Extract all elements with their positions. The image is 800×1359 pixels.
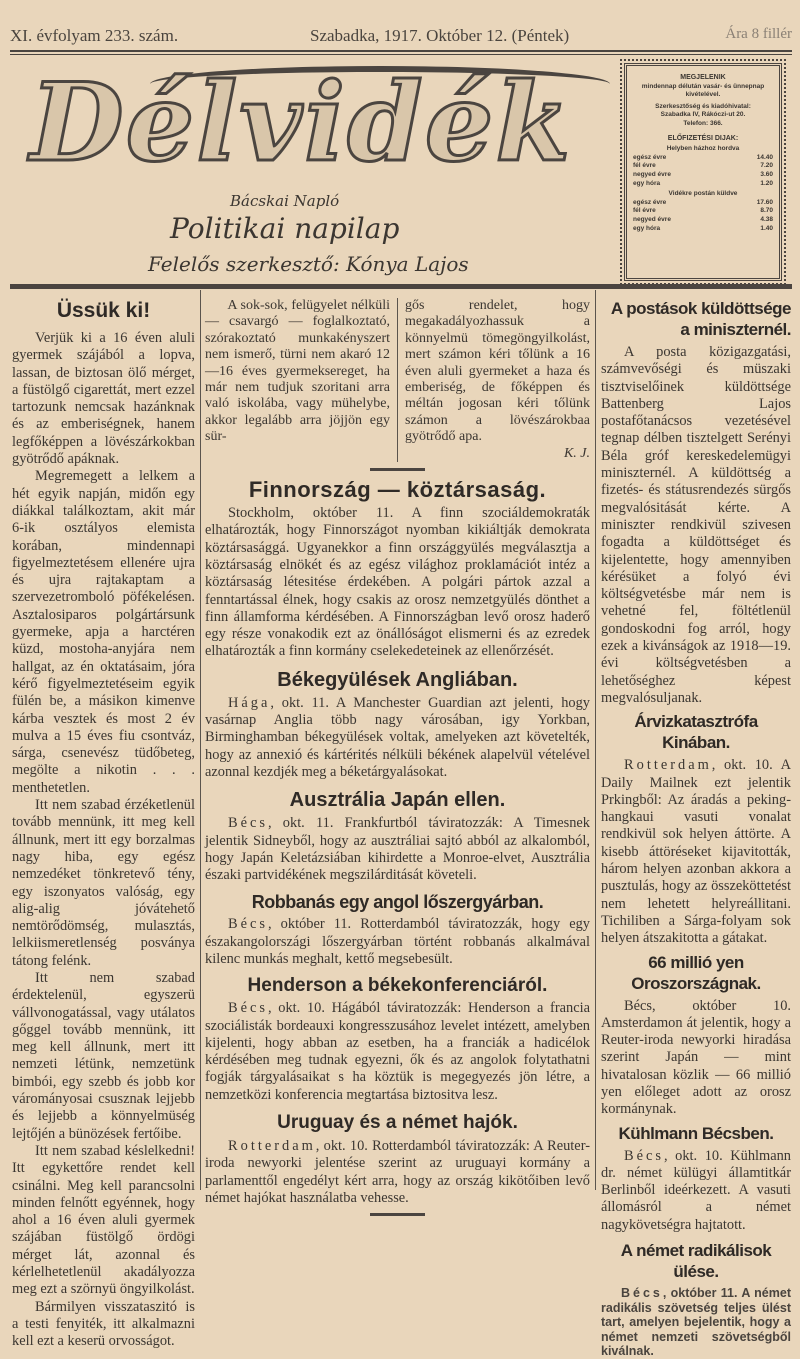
box-office-label: Szerkesztőség és kiadóhivatal: — [655, 102, 751, 110]
right-column — [601, 298, 791, 1359]
price-value: 7.20 — [760, 162, 773, 170]
box-schedule: mindennap délután vasár- és ünnepnap kivételével. — [641, 82, 765, 99]
lead-continuation-1 — [205, 298, 390, 462]
dateline: Rotterdam — [624, 757, 712, 774]
box-post-title: Vidékre postán küldve — [668, 190, 738, 198]
price-row — [633, 154, 773, 163]
price-label: egy hóra — [633, 224, 661, 232]
article-title: Uruguay és a német hajók. — [277, 1112, 518, 1134]
box-phone: Telefon: 366. — [683, 119, 723, 127]
column-rule — [595, 290, 596, 1190]
separator — [370, 468, 425, 471]
masthead-subtitle: Bácskai Napló — [230, 192, 340, 210]
masthead-tagline: Politikai napilap — [170, 212, 400, 245]
article-text: Bécs, október 10. Amsterdamon át jelentik, hogy a Reuter-iroda newyorki hiradása szerint Japán — mint hivatalosan közlik — 66 millió yen előleget adott az orosz kormánynak. — [601, 997, 791, 1118]
article-body: , okt. 10. A Daily Mailnek ezt jelentik Prkingből: Az áradás a peking-hangkaui vasuti vonalat rendkivül sok helyen áttörte. A kisebb áttöréseket kijavitották, három helyen azonban akkora a pusztulás, hogy az összeköttetést nem lehetett helyreállitani. Tichiliben a Sárga-folyam sok helyen átszakitotta a gátakat. — [601, 757, 791, 947]
paragraph: Megremegett a lelkem a hét egyik napján, midőn egy diákkal találkoztam, akit már 6-ik osztályos elemista korában, mindennapi figyelmeztetésem ellenére ujra és ujra rajtakaptam a szervezetromboló pöfékelésen. Asztalosiparos polgártársunk gyermeke, apja a harctéren küzd, mostoha-anyjára nem hallgat, az én oktatásaim, jóra kérő figyelmeztetéseim egyik fülén be, a másikon kimenve kárba vesztek és most 2 év mulva a 15 éves fiu csontváz, sárga, csenevész tüdőbeteg, megölte a nikotin . . . menthetetlen. — [12, 468, 195, 796]
paragraph: Itt nem szabad érzéketlenül tovább mennünk, itt meg kell állnunk, mert itt egy borzalmas nagy hiba, egy egész nemzedéket tönkretevő tény, egy iszonyatos valóság, egy alig-alig jóvátehető nemtörődömség, mulasztás, lelkiismeretlenség posványa tátong felénk. — [12, 797, 195, 969]
article-body: , okt. 10. Kühlmann dr. német külügyi államtitkár Berlinből ideérkezett. A vasuti állomásról a német nagykövetségra hajtatott. — [601, 1147, 791, 1233]
article-title: Robbanás egy angol lőszergyárban. — [251, 892, 544, 913]
price-label: negyed évre — [633, 215, 671, 223]
box-title: MEGJELENIK — [680, 74, 726, 81]
price-row — [633, 171, 773, 180]
price-row — [633, 225, 773, 234]
article-text — [205, 1000, 590, 1104]
article-title: Ausztrália Japán ellen. — [289, 789, 506, 812]
paragraph: Bármilyen visszataszitó is a testi fenyiték, itt alkalmazni kell ezt a keserü orvosságot. — [12, 1298, 195, 1350]
article-title: Kühlmann Bécsben. — [618, 1123, 774, 1143]
header-rule — [10, 50, 792, 55]
lead-article — [12, 296, 195, 1351]
paragraph: A sok-sok, felügyelet nélküli — csavargó — foglalkoztató, szórakoztató munkakényszert nem ismerő, türni nem akaró 12—16 éves gyermeksereget, ha már nem tudjuk szoritani arra való iskolába, vagy mühelybe, akkor legalább arra jöjjön egy sür- — [205, 298, 390, 445]
issue-date: Szabadka, 1917. Október 12. (Péntek) — [310, 26, 570, 45]
issue-header — [10, 26, 792, 48]
issue-number: XI. évfolyam 233. szám. — [10, 26, 179, 45]
price-label: fél évre — [633, 162, 656, 170]
price-row — [633, 216, 773, 225]
separator — [370, 1213, 425, 1216]
article-text: A posta közigazgatási, számvevőségi és müszaki tisztviselőinek küldöttsége Battenberg Lajos postafőtanácsos vezetésével tegnap délben tisztelgett Serényi Béla gróf kereskedelemügyi miniszternél. A küldöttség a fizetés- és státusrendezés sürgős megvalósitását kérte. A miniszter rendkivül szivesen fogadta a küldöttséget és kijelentette, hogy amennyiben kérésüket a folyó évi költségvetésbe már nem is vehetné fel, föltétlenül gondoskodni fog arról, hogy ezek a kivánságok az 1918—19. évi költségvetésben a lehetőséghez képest megvalósuljanak. — [601, 344, 791, 706]
article-text — [601, 1286, 791, 1359]
paragraph: Itt nem szabad érdektelenül, egyszerü vállvonogatással, vagy utálatos gőggel tovább mennünk, itt meg kell állnunk, mert itt nemzeti létünk, nemzetünk bimbói, egy szebb és jobb kor várományosai csusznak lejjebb és lejjebb a könnyelmüség lejtőjén a bünözések fertőibe. — [12, 969, 195, 1142]
price-row — [633, 162, 773, 171]
masthead-rule — [10, 284, 792, 289]
article-title: A német radikálisok ülése. — [620, 1241, 772, 1282]
dateline: Bécs — [621, 1286, 663, 1301]
lead-title: Üssük ki! — [56, 299, 151, 322]
article-title: 66 millió yen Oroszországnak. — [631, 952, 761, 993]
price-label: egész évre — [633, 153, 667, 161]
article-body: , október 11. A német radikális szövetség teljes ülést tart, amelyen bejelentik, hogy a német nemzeti szövetségből kiválnak. — [601, 1286, 791, 1359]
article-body: , okt. 11. A Manchester Guardian azt jelenti, hogy vasárnap Anglia több nagy városában, igy Yorkban, Birminghamban békegyülések voltak, amelyeken azt követelték, hogy az annexió és kártérités nélküli békének alapelvül vételével azonnal kezdjék meg a béketárgyalásokat. — [205, 694, 590, 780]
middle-column — [205, 298, 590, 1216]
article-title: A postások küldöttsége a miniszternél. — [610, 299, 791, 339]
article-body: , okt. 11. Frankfurtból táviratozzák: A Timesnek jelentik Sidneyből, hogy az ausztráliai sajtó abból az alkalomból, hogy Japán Keletázsiában kihirdette a Monroe-elvet, Ausztrália északi partvidékének megszilárditását követeli. — [205, 815, 590, 884]
price-value: 1.20 — [760, 179, 773, 187]
price-value: 4.38 — [760, 215, 773, 223]
paragraph: Verjük ki a 16 éven aluli gyermek szájából a lopva, lassan, de biztosan ölő mérget, a füstölgő cigarettát, mert ezzel tartozunk nemcsak hazánknak és az emberiségnek, hanem legfőképpen a lövészárkokban gyötrődő apáknak. — [12, 330, 195, 468]
box-address: Szabadka IV, Rákóczi-ut 20. — [660, 111, 746, 119]
column-rule — [200, 290, 201, 1190]
article-text — [205, 916, 590, 968]
article-text — [601, 757, 791, 947]
article-text — [601, 1148, 791, 1234]
article-text — [205, 1138, 590, 1207]
issue-price: Ára 8 fillér — [725, 26, 792, 42]
dateline: Bécs — [228, 815, 269, 832]
article-text — [205, 695, 590, 781]
article-title: Békegyülések Angliában. — [277, 668, 518, 691]
price-row — [633, 180, 773, 189]
box-fees-title: ELŐFIZETÉSI DIJAK: — [667, 134, 739, 142]
article-body: , okt. 10. Rotterdamból táviratozzák: A Reuter-iroda newyorki jelentése szerint az uruguayi kormány a parlamenttől engedélyt kért arra, hogy az ország kikötőiben levő német hajókat használatba vehesse. — [205, 1138, 590, 1206]
article-text: Stockholm, október 11. A finn szociáldemokraták elhatározták, hogy Finnországot nyomban kikiáltják demokrata köztársasággá. Ugyanekkor a finn országgyülés megválasztja a köztársaság elnökét és az egész világhoz proklamációt intéz a köztársaság létesitése érdekében. A polgári pártok azzal a fenntartással élnek, hogy csakis az orosz nemzetgyülés dönthet a finn államforma kérdésében. A Finnországban levő orosz haderő egy része vonakodik ezt az önállóságot elismerni és az ezredek elhatározták a finn kormány cselekedeteinek az ellenőrzését. — [205, 505, 590, 660]
price-row — [633, 199, 773, 208]
lead-continuation-2 — [397, 298, 590, 462]
masthead-editor: Felelős szerkesztő: Kónya Lajos — [148, 252, 469, 276]
article-body: , október 11. Rotterdamból táviratozzák, hogy egy északangolországi lőszergyárban történt robbanás alkalmával kilenc munkás meghalt, kettő megsebesült. — [205, 916, 590, 967]
paragraph: gős rendelet, hogy megakadályozhassuk a könnyelmü tömegöngyilkolást, mert számon kéri tőlünk a 16 éven aluli gyermeket a haza és emberiség, de főképpen és méltán jogosan kéri tőlünk számon a lövészárokbaa gyötrődő apa. — [405, 298, 590, 445]
price-value: 14.40 — [756, 153, 773, 161]
subscription-box — [624, 63, 782, 281]
article-text — [205, 815, 590, 884]
masthead-logo: Délvidék — [30, 60, 573, 186]
price-row — [633, 207, 773, 216]
article-title: Árvizkatasztrófa Kinában. — [634, 712, 758, 753]
article-body: , okt. 10. Hágából táviratozzák: Henderson a francia szociálisták bordeauxi kongresszusához levelet intézett, amelyben kijelenti, hogy abban az esetben, ha a franciák a hadicélok kérdésében meg tudnak egyezni, ők és az angolok folytathatni fogják tárgyalásaikat s ha köztük is megegyezés jön létre, a nemzetközi konferencia megtartása biztositva lesz. — [205, 1000, 590, 1103]
price-label: negyed évre — [633, 170, 671, 178]
price-label: egész évre — [633, 198, 667, 206]
price-value: 17.60 — [756, 198, 773, 206]
price-label: egy hóra — [633, 179, 661, 187]
price-value: 3.60 — [760, 170, 773, 178]
dateline: Bécs — [228, 916, 269, 933]
masthead — [30, 60, 615, 282]
article-title: Henderson a békekonferenciáról. — [247, 975, 548, 997]
dateline: Hága — [228, 694, 271, 711]
paragraph: Itt nem szabad késlelkedni! Itt egykettőre rendet kell csinálni. Meg kell parancsolni minden felnőtt egyénnek, hogy ahol a 16 éven aluli gyermek szájában füstölgő ördögi mérget lát, azonnal és kérlelhetetlenül akadályozza meg ezt a szörnyü öngyilkolást. — [12, 1142, 195, 1298]
dateline: Rotterdam — [228, 1138, 316, 1155]
price-value: 8.70 — [760, 207, 773, 215]
signature: K. J. — [563, 445, 590, 461]
dateline: Bécs — [624, 1147, 665, 1164]
dateline: Bécs — [228, 1000, 269, 1017]
lead-continuation — [205, 298, 590, 462]
article-title: Finnország — köztársaság. — [248, 477, 547, 503]
price-label: fél évre — [633, 207, 656, 215]
price-value: 1.40 — [760, 224, 773, 232]
box-local-title: Helyben házhoz hordva — [666, 145, 740, 153]
